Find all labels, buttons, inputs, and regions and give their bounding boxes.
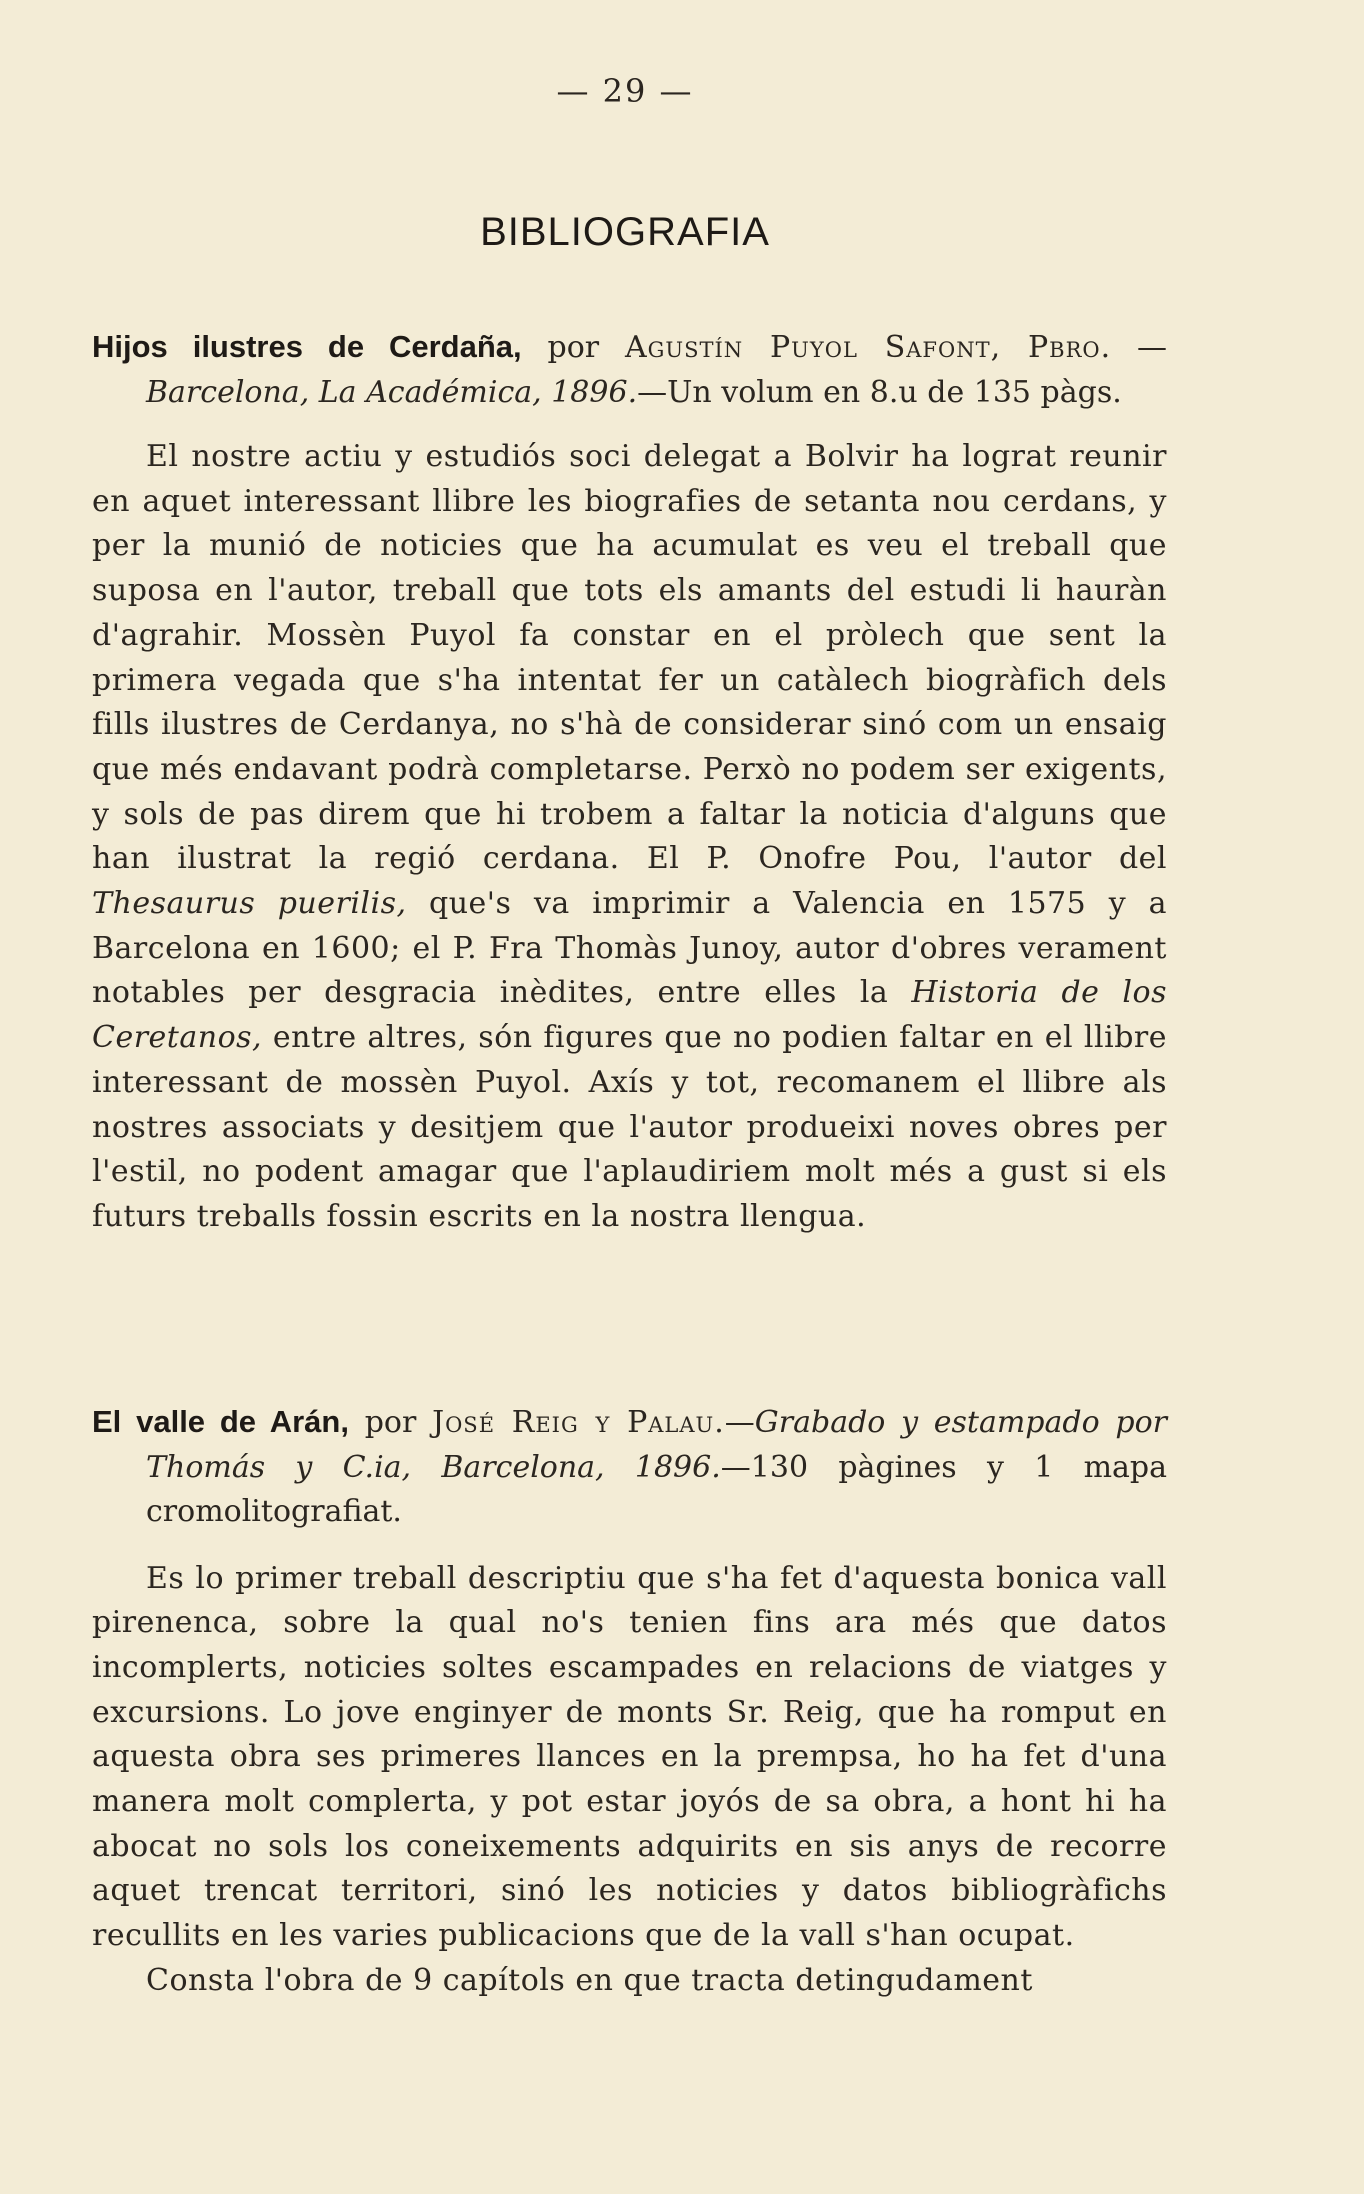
bibliography-entry-2	[92, 1400, 1167, 2004]
entry-reference	[92, 325, 1167, 415]
section-title: BIBLIOGRAFIA	[480, 210, 770, 254]
by-word: por	[364, 1405, 417, 1440]
review-part-2: que's va imprimir a Valencia en 1575 y a Barcelona en 1600; el P. Fra Thomàs Junoy, autor d'obres verament notables per desgracia inèdites, entre elles la	[92, 886, 1167, 1011]
book-title: Hijos ilustres de Cerdaña,	[92, 329, 522, 364]
publication-separator: —	[724, 1405, 755, 1440]
review-paragraph-1: Es lo primer treball descriptiu que s'ha fet d'aquesta bonica vall pirenenca, sobre la qual no's tenien fins ara més que datos incomplerts, noticies soltes escampades en relacions de viatges y excursions. Lo jove enginyer de monts Sr. Reig, que ha romput en aquesta obra ses primeres llances en la prempsa, ho ha fet d'una manera molt complerta, y pot estar joyós de sa obra, a hont hi ha abocat no sols los coneixements adquirits en sis anys de recorre aquet trencat territori, sinó les noticies y datos bibliogràfichs recullits en les varies publicacions que de la vall s'han ocupat.	[92, 1560, 1167, 1954]
review-paragraph-2: Consta l'obra de 9 capítols en que tracta detingudament	[146, 1962, 1033, 1998]
physical-details: —Un volum en 8.u de 135 pàgs.	[637, 374, 1122, 410]
publication-info: Grabado y estampado por Thomás y C.ia, Barcelona, 1896.	[146, 1405, 1168, 1485]
author-name: José Reig y Palau.	[432, 1405, 725, 1440]
review-part-1: El nostre actiu y estudiós soci delegat a Bolvir ha lograt reunir en aquet interessant llibre les biografies de setanta nou cerdans, y per la munió de noticies que ha acumulat es veu el treball que suposa en l'autor, treball que tots els amants del estudi li hauràn d'agrahir. Mossèn Puyol fa constar en el pròlech que sent la primera vegada que s'ha intentat fer un catàlech biogràfich dels fills ilustres de Cerdanya, no s'hà de considerar sinó com un ensaig que més endavant podrà completarse. Perxò no podem ser exigents, y sols de pas direm que hi trobem a faltar la noticia d'alguns que han ilustrat la regió cerdana. El P. Onofre Pou, l'autor del	[92, 439, 1167, 877]
review-text	[92, 1557, 1167, 2004]
by-word: por	[547, 330, 600, 365]
review-text	[92, 435, 1167, 1240]
physical-details: —130 pàgines y 1 mapa cromolitografiat.	[146, 1449, 1167, 1529]
review-title-ref-1: Thesaurus puerilis,	[92, 886, 407, 922]
page-number: — 29 —	[556, 72, 694, 110]
review-title-ref-2: Historia de los Ceretanos,	[92, 975, 1167, 1056]
entry-reference	[92, 1400, 1167, 1535]
publication-separator: —	[1137, 330, 1168, 365]
book-title: El valle de Arán,	[92, 1404, 349, 1439]
publication-info: Barcelona, La Académica, 1896.	[146, 374, 638, 410]
review-part-3: entre altres, són figures que no podien faltar en el llibre interessant de mossèn Puyol. Axís y tot, recomanem el llibre als nostres associats y desitjem que l'autor produeixi noves obres per l'estil, no podent amagar que l'aplaudiriem molt més a gust si els futurs treballs fossin escrits en la nostra llengua.	[92, 1020, 1167, 1234]
bibliography-entry-1	[92, 325, 1167, 1240]
author-name: Agustín Puyol Safont, Pbro.	[624, 330, 1112, 365]
